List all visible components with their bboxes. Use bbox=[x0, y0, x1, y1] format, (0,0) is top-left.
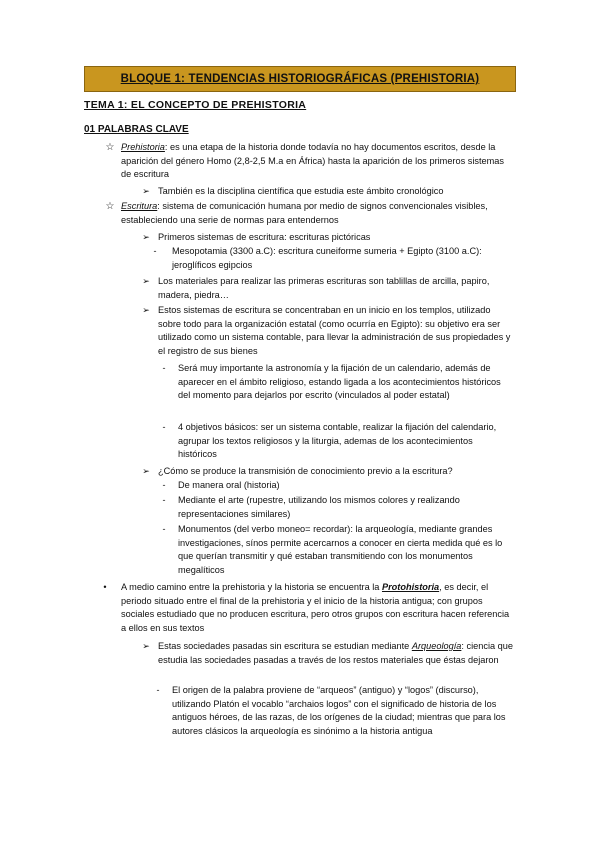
primeros-sistemas: Primeros sistemas de escritura: escrituras pictóricas bbox=[158, 232, 371, 242]
monumentos-item: Monumentos (del verbo moneo= recordar): la arqueología, mediante grandes investigaciones, sínos permite acercarnos a conocer en cierta medida qué es lo que querían transmitir y qué estaban transmitiendo con los monumentos megalíticos bbox=[178, 524, 503, 575]
prehistoria-definition: Prehistoria: es una etapa de la historia donde todavía no hay documentos escritos, desde la aparición del género Homo (2,8-2,5 M.a en África) hasta la aparición de los primeros sistemas de escritura bbox=[121, 142, 504, 180]
arqueologia-item: Estas sociedades pasadas sin escritura se estudian mediante Arqueología: ciencia que estudia las sociedades pasadas a través de los restos materiales que éstas dejaron bbox=[158, 641, 513, 665]
dash-icon: - bbox=[156, 685, 160, 695]
astronomia-item: Será muy importante la astronomía y la fijación de un calendario, además de aparecer en el ámbito religioso, estando ligada a los acontecimientos históricos del momento para dejarlos por escrito (vinculados al poder estatal) bbox=[178, 363, 501, 401]
oral-item: De manera oral (historia) bbox=[178, 480, 280, 490]
dash-icon: - bbox=[162, 363, 166, 373]
prehistoria-sub: También es la disciplina científica que estudia este ámbito cronológico bbox=[158, 186, 444, 196]
dash-icon: - bbox=[153, 246, 157, 256]
protohistoria-paragraph: A medio camino entre la prehistoria y la historia se encuentra la Protohistoria, es decir, el periodo situado entre el final de la prehistoria y el inicio de la historia antigua; con grupos sociales estudiado que no producen escritura, pero otros grupos con escritura hacen referencia a ellos en sus textos bbox=[121, 582, 510, 633]
dash-icon: - bbox=[162, 422, 166, 432]
materiales-item: Los materiales para realizar las primeras escrituras son tablillas de arcilla, papiro, madera, piedra… bbox=[158, 276, 490, 300]
protohistoria-term: Protohistoria bbox=[381, 582, 440, 592]
arte-item: Mediante el arte (rupestre, utilizando los mismos colores y realizando representaciones similares) bbox=[178, 495, 460, 519]
mesopotamia-item: Mesopotamia (3300 a.C): escritura cuneiforme sumeria + Egipto (3100 a.C): jeroglíficos egipcios bbox=[172, 246, 482, 270]
prehistoria-term: Prehistoria bbox=[121, 142, 165, 152]
star-icon: ☆ bbox=[105, 142, 115, 153]
block-banner bbox=[84, 66, 516, 92]
dash-icon: - bbox=[162, 480, 166, 490]
star-icon: ☆ bbox=[105, 201, 115, 212]
tema-heading: TEMA 1: EL CONCEPTO DE PREHISTORIA bbox=[84, 99, 307, 111]
dash-icon: - bbox=[162, 495, 166, 505]
arrow-icon: ➢ bbox=[142, 641, 150, 651]
arrow-icon: ➢ bbox=[142, 305, 150, 315]
arqueologia-term: Arqueología bbox=[411, 641, 462, 651]
arrow-icon: ➢ bbox=[142, 232, 150, 242]
arrow-icon: ➢ bbox=[142, 186, 150, 196]
objetivos-item: 4 objetivos básicos: ser un sistema contable, realizar la fijación del calendario, agrupar los textos religiosos y la liturgia, ademas de los acontecimientos históricos bbox=[178, 422, 497, 460]
dash-icon: - bbox=[162, 524, 166, 534]
arrow-icon: ➢ bbox=[142, 276, 150, 286]
section-heading: 01 PALABRAS CLAVE bbox=[84, 124, 189, 135]
transmision-question: ¿Cómo se produce la transmisión de conocimiento previo a la escritura? bbox=[158, 466, 453, 476]
templos-item: Estos sistemas de escritura se concentraban en un inicio en los templos, utilizado sobre todo para la organización estatal (como ocurría en Egipto): su objetivo era ser utilizado como un sistema contable, para llevar la administración de sus propiedades y el registro de sus bienes bbox=[158, 305, 511, 356]
escritura-definition: Escritura: sistema de comunicación humana por medio de signos convencionales visibles, estableciendo una serie de normas para entendernos bbox=[121, 201, 488, 225]
arrow-icon: ➢ bbox=[142, 466, 150, 476]
bullet-icon: • bbox=[103, 582, 107, 592]
block-title: BLOQUE 1: TENDENCIAS HISTORIOGRÁFICAS (PREHISTORIA) bbox=[120, 73, 480, 85]
escritura-term: Escritura bbox=[121, 201, 158, 211]
origen-item: El origen de la palabra proviene de “arqueos” (antiguo) y “logos” (discurso), utilizando Platón el vocablo “archaios logos” con el significado de historia de los antiguos héroes, de las razas, de los orígenes de la ciudad; mientras que para los autores clásicos la arqueología es sinónimo a la historia antigua bbox=[172, 685, 506, 736]
